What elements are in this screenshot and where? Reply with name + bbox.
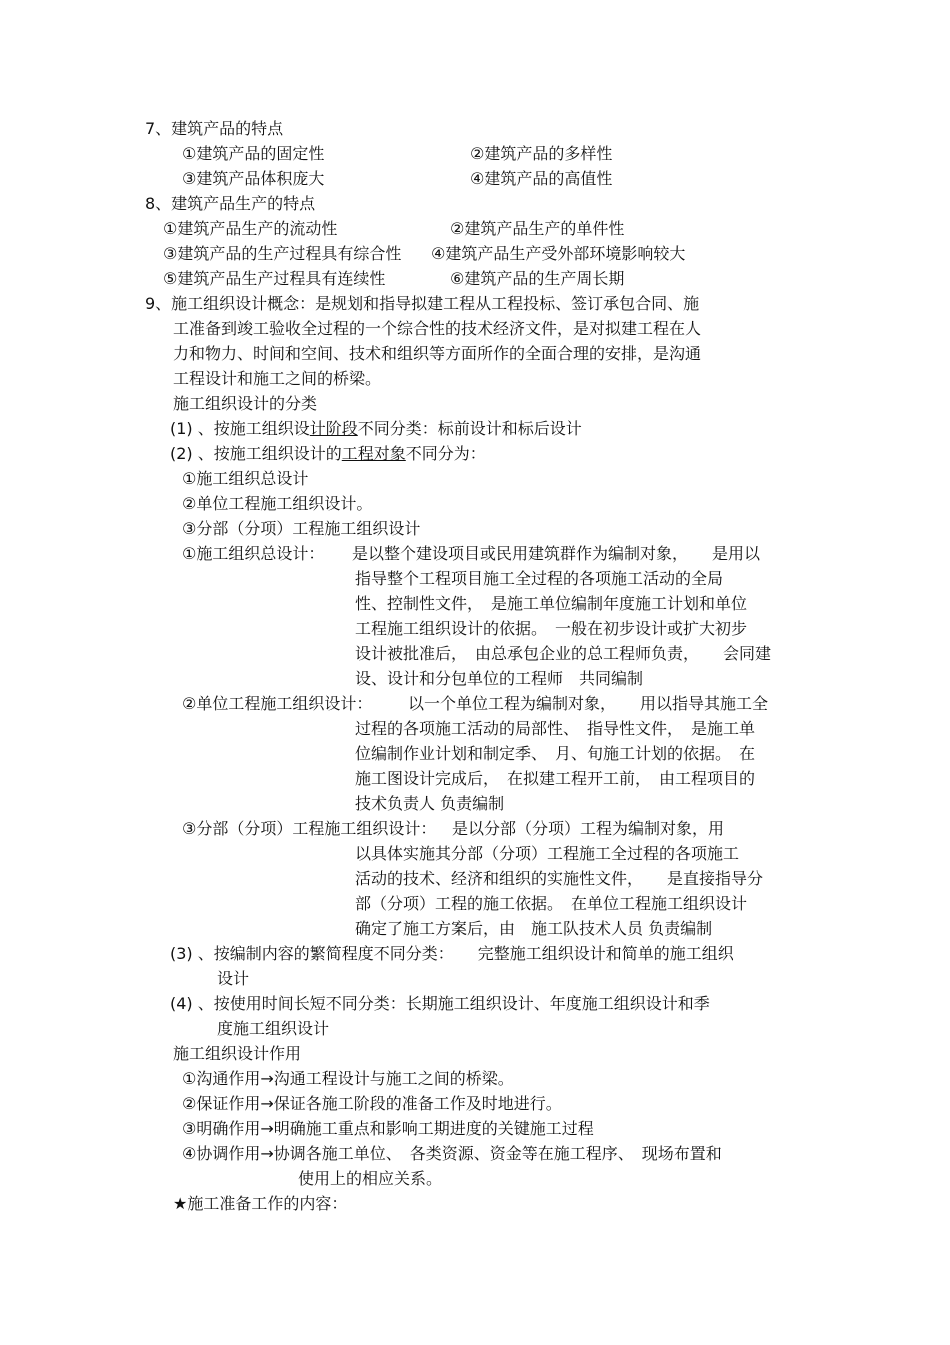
- detail-2-line: 施工图设计完成后， 在拟建工程开工前， 由工程项目的: [355, 769, 756, 788]
- detail-1-line: 设计被批准后， 由总承包企业的总工程师负责， 会同建: [355, 644, 772, 663]
- class2-sub-1: ①施工组织总设计: [182, 469, 309, 488]
- sec8-item-6: ⑥建筑产品的生产周长期: [450, 269, 625, 288]
- class-item-3-cont: 设计: [217, 969, 250, 988]
- section-7-title: 7、建筑产品的特点: [145, 119, 284, 138]
- detail-3-line: 是以分部（分项）工程为编制对象，用: [452, 819, 725, 838]
- sec9-line-1: 9、施工组织设计概念：是规划和指导拟建工程从工程投标、签订承包合同、施: [145, 294, 700, 313]
- prep-heading: ★施工准备工作的内容：: [173, 1194, 348, 1213]
- sec7-item-3: ③建筑产品体积庞大: [182, 169, 325, 188]
- detail-1-line: 指导整个工程项目施工全过程的各项施工活动的全局: [355, 569, 724, 588]
- sec8-item-3: ③建筑产品的生产过程具有综合性: [163, 244, 402, 263]
- sec8-item-4: ④建筑产品生产受外部环境影响较大: [431, 244, 686, 263]
- class-item-4-cont: 度施工组织设计: [217, 1019, 330, 1038]
- functions-heading: 施工组织设计作用: [173, 1044, 302, 1063]
- detail-2-line: 位编制作业计划和制定季、 月、旬施工计划的依据。 在: [355, 744, 756, 763]
- detail-2-line: 以一个单位工程为编制对象， 用以指导其施工全: [408, 694, 769, 713]
- function-item-3: ③明确作用→明确施工重点和影响工期进度的关键施工过程: [182, 1119, 594, 1138]
- class-item-1: (1) 、按施工组织设计阶段不同分类：标前设计和标后设计: [170, 419, 582, 438]
- sec8-item-2: ②建筑产品生产的单件性: [450, 219, 625, 238]
- function-item-1: ①沟通作用→沟通工程设计与施工之间的桥梁。: [182, 1069, 514, 1088]
- classification-heading: 施工组织设计的分类: [173, 394, 318, 413]
- sec8-item-5: ⑤建筑产品生产过程具有连续性: [163, 269, 386, 288]
- sec7-item-4: ④建筑产品的高值性: [470, 169, 613, 188]
- class2-sub-2: ②单位工程施工组织设计。: [182, 494, 373, 513]
- class-item-3: (3) 、按编制内容的繁简程度不同分类： 完整施工组织设计和简单的施工组织: [170, 944, 734, 963]
- function-item-4-cont: 使用上的相应关系。: [298, 1169, 443, 1188]
- detail-2-line: 技术负责人 负责编制: [355, 794, 505, 813]
- detail-3-line: 以具体实施其分部（分项）工程施工全过程的各项施工: [355, 844, 740, 863]
- detail-1-line: 设、设计和分包单位的工程师 共同编制: [355, 669, 644, 688]
- detail-2-line: 过程的各项施工活动的局部性、 指导性文件， 是施工单: [355, 719, 756, 738]
- class-item-2: (2) 、按施工组织设计的工程对象不同分为：: [170, 444, 486, 463]
- sec7-item-1: ①建筑产品的固定性: [182, 144, 325, 163]
- detail-3-label: ③分部（分项）工程施工组织设计：: [182, 819, 437, 838]
- sec7-item-2: ②建筑产品的多样性: [470, 144, 613, 163]
- detail-1-line: 是以整个建设项目或民用建筑群作为编制对象， 是用以: [352, 544, 761, 563]
- detail-3-line: 活动的技术、经济和组织的实施性文件， 是直接指导分: [355, 869, 764, 888]
- class2-sub-3: ③分部（分项）工程施工组织设计: [182, 519, 421, 538]
- sec9-line-4: 工程设计和施工之间的桥梁。: [173, 369, 382, 388]
- detail-1-label: ①施工组织总设计：: [182, 544, 325, 563]
- class-item-4: (4) 、按使用时间长短不同分类：长期施工组织设计、年度施工组织设计和季: [170, 994, 710, 1013]
- section-8-title: 8、建筑产品生产的特点: [145, 194, 316, 213]
- sec8-item-1: ①建筑产品生产的流动性: [163, 219, 338, 238]
- detail-2-label: ②单位工程施工组织设计：: [182, 694, 373, 713]
- function-item-4: ④协调作用→协调各施工单位、 各类资源、资金等在施工程序、 现场布置和: [182, 1144, 722, 1163]
- detail-3-line: 确定了施工方案后，由 施工队技术人员 负责编制: [355, 919, 713, 938]
- sec9-line-2: 工准备到竣工验收全过程的一个综合性的技术经济文件，是对拟建工程在人: [173, 319, 702, 338]
- detail-1-line: 性、控制性文件， 是施工单位编制年度施工计划和单位: [355, 594, 748, 613]
- detail-3-line: 部（分项）工程的施工依据。 在单位工程施工组织设计: [355, 894, 748, 913]
- function-item-2: ②保证作用→保证各施工阶段的准备工作及时地进行。: [182, 1094, 562, 1113]
- sec9-line-3: 力和物力、时间和空间、技术和组织等方面所作的全面合理的安排，是沟通: [173, 344, 702, 363]
- detail-1-line: 工程施工组织设计的依据。 一般在初步设计或扩大初步: [355, 619, 748, 638]
